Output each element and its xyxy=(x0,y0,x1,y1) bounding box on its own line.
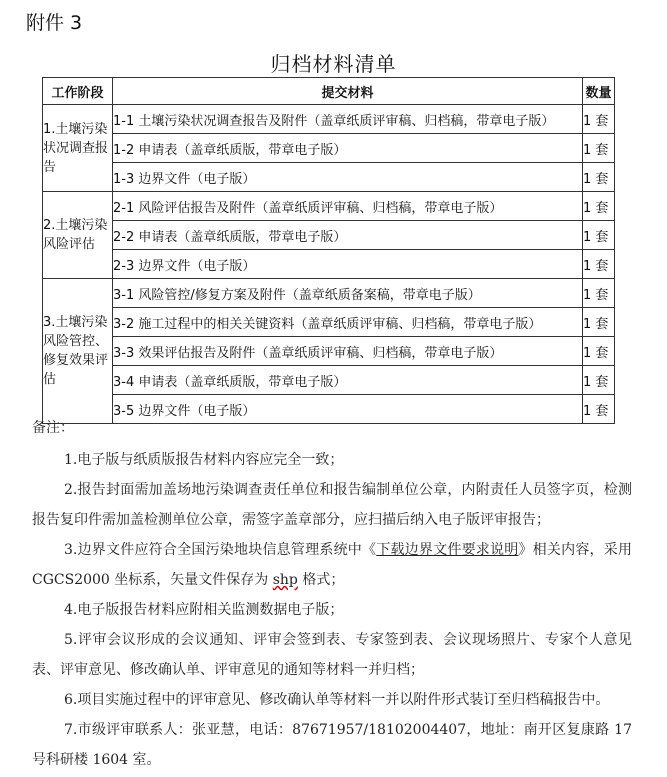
material-cell: 3-5 边界文件（电子版） xyxy=(113,395,583,424)
table-row xyxy=(43,308,615,337)
note-item: 2.报告封面需加盖场地污染调查责任单位和报告编制单位公章，内附责任人员签字页，检测报告复印件需加盖检测单位公章，需签字盖章部分，应扫描后纳入电子版评审报告； xyxy=(32,482,632,528)
table-row xyxy=(43,192,615,221)
table-row xyxy=(43,337,615,366)
spellcheck-flagged-word: shp xyxy=(272,572,298,588)
quantity-cell: 1 套 xyxy=(583,337,615,366)
note-text: 》相关内容，采用 CGCS2000 坐标系，矢量文件保存为 xyxy=(32,542,633,588)
note-item: 6.项目实施过程中的评审意见、修改确认单等材料一并以附件形式装订至归档稿报告中。 xyxy=(64,692,610,708)
note-text: 格式； xyxy=(297,572,345,588)
material-cell: 3-4 申请表（盖章纸质版，带章电子版） xyxy=(113,366,583,395)
quantity-cell: 1 套 xyxy=(583,366,615,395)
material-cell: 3-1 风险管控/修复方案及附件（盖章纸质备案稿，带章电子版） xyxy=(113,279,583,308)
material-cell: 2-2 申请表（盖章纸质版，带章电子版） xyxy=(113,221,583,250)
quantity-cell: 1 套 xyxy=(583,221,615,250)
material-cell: 3-3 效果评估报告及附件（盖章纸质评审稿、归档稿，带章电子版） xyxy=(113,337,583,366)
material-cell: 1-2 申请表（盖章纸质版，带章电子版） xyxy=(113,134,583,163)
stage-cell: 2.土壤污染风险评估 xyxy=(43,192,113,279)
table-row xyxy=(43,163,615,192)
material-cell: 2-1 风险评估报告及附件（盖章纸质评审稿、归档稿，带章电子版） xyxy=(113,192,583,221)
table-row xyxy=(43,134,615,163)
note-item xyxy=(32,535,632,595)
table-row xyxy=(43,250,615,279)
boundary-file-requirements-link[interactable]: 下载边界文件要求说明 xyxy=(376,542,519,558)
column-header-stage: 工作阶段 xyxy=(43,78,113,105)
note-text: 3.边界文件应符合全国污染地块信息管理系统中《 xyxy=(64,542,377,558)
quantity-cell: 1 套 xyxy=(583,308,615,337)
material-cell: 1-3 边界文件（电子版） xyxy=(113,163,583,192)
quantity-cell: 1 套 xyxy=(583,250,615,279)
stage-cell: 3.土壤污染风险管控、修复效果评估 xyxy=(43,279,113,424)
notes-label: 备注： xyxy=(32,420,74,436)
material-cell: 3-2 施工过程中的相关关键资料（盖章纸质评审稿、归档稿，带章电子版） xyxy=(113,308,583,337)
document-title: 归档材料清单 xyxy=(270,52,397,76)
archive-materials-table xyxy=(42,77,615,424)
quantity-cell: 1 套 xyxy=(583,163,615,192)
quantity-cell: 1 套 xyxy=(583,192,615,221)
note-item: 4.电子版报告材料应附相关监测数据电子版； xyxy=(64,602,344,618)
column-header-quantity: 数量 xyxy=(583,78,615,105)
notes-section xyxy=(32,417,632,775)
note-item: 1.电子版与纸质版报告材料内容应完全一致； xyxy=(64,452,344,468)
quantity-cell: 1 套 xyxy=(583,134,615,163)
attachment-label: 附件 3 xyxy=(26,12,83,34)
column-header-materials: 提交材料 xyxy=(113,78,583,105)
note-item: 7.市级评审联系人：张亚慧，电话：87671957/18102004407，地址：南开区复康路 17 号科研楼 1604 室。 xyxy=(32,722,632,768)
table-row xyxy=(43,366,615,395)
table-row xyxy=(43,105,615,134)
table-header-row xyxy=(43,78,615,105)
quantity-cell: 1 套 xyxy=(583,395,615,424)
quantity-cell: 1 套 xyxy=(583,105,615,134)
stage-cell: 1.土壤污染状况调查报告 xyxy=(43,105,113,192)
table-row xyxy=(43,279,615,308)
note-item: 5.评审会议形成的会议通知、评审会签到表、专家签到表、会议现场照片、专家个人意见表、评审意见、修改确认单、评审意见的通知等材料一并归档； xyxy=(32,632,632,678)
material-cell: 2-3 边界文件（电子版） xyxy=(113,250,583,279)
table-row xyxy=(43,221,615,250)
material-cell: 1-1 土壤污染状况调查报告及附件（盖章纸质评审稿、归档稿，带章电子版） xyxy=(113,105,583,134)
quantity-cell: 1 套 xyxy=(583,279,615,308)
